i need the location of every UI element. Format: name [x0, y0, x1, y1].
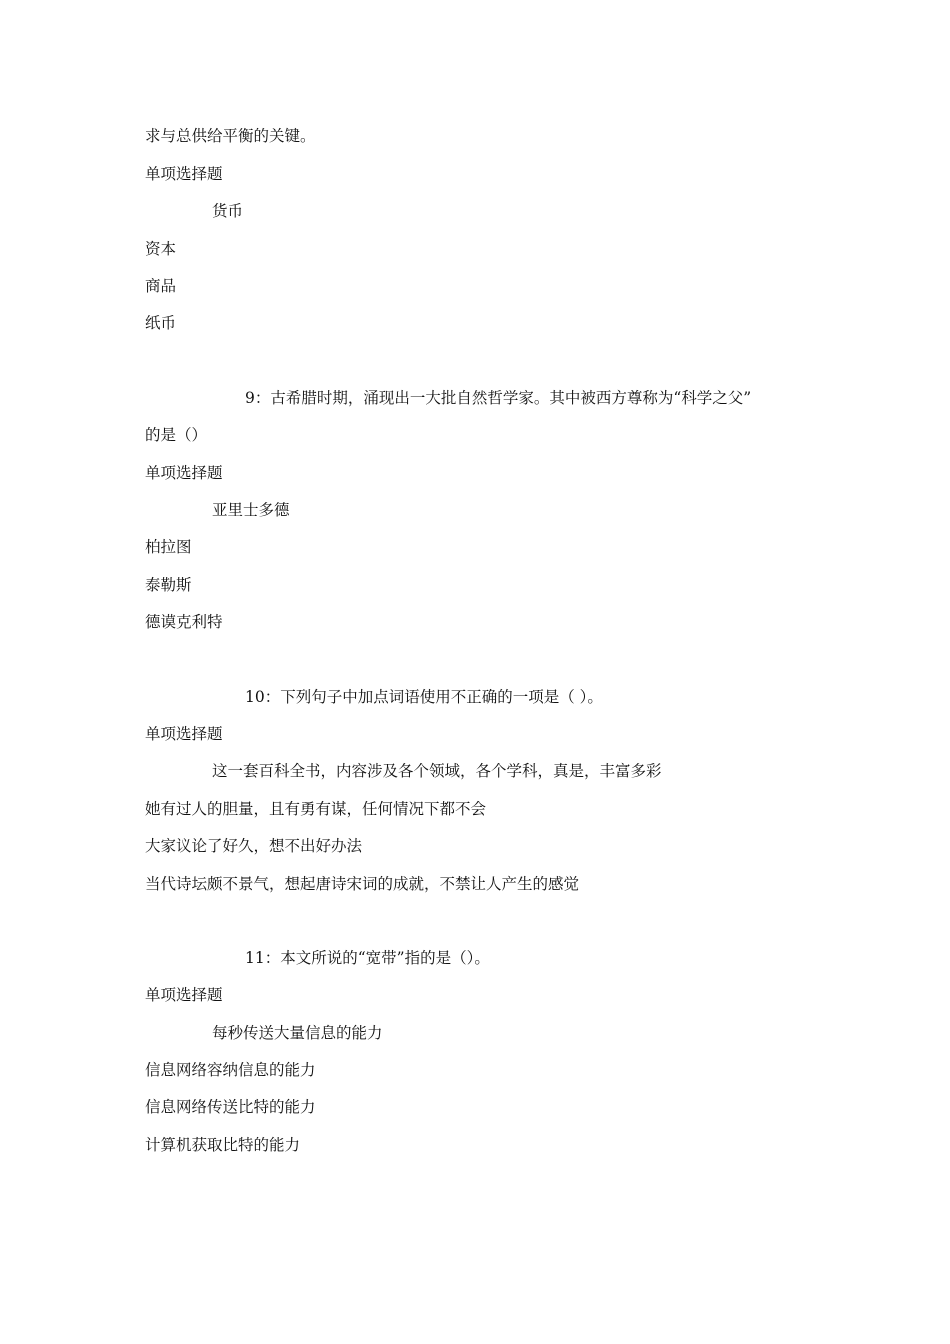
- question-type: 单项选择题: [145, 165, 223, 183]
- question-stem-continued: 的是（）: [145, 426, 208, 444]
- option-a: 每秒传送大量信息的能力: [212, 1024, 383, 1042]
- option-d: 纸币: [145, 314, 177, 332]
- option-c: 泰勒斯: [145, 576, 192, 594]
- question-stem: 9：古希腊时期，涌现出一大批自然哲学家。其中被西方尊称为“科学之父”: [245, 389, 752, 407]
- option-b: 她有过人的胆量，且有勇有谋，任何情况下都不会: [145, 800, 487, 818]
- question-type: 单项选择题: [145, 725, 223, 743]
- option-a: 亚里士多德: [212, 501, 290, 519]
- option-d: 德谟克利特: [145, 613, 223, 631]
- question-type: 单项选择题: [145, 986, 223, 1004]
- option-d: 当代诗坛颇不景气，想起唐诗宋词的成就，不禁让人产生的感觉: [145, 875, 580, 893]
- option-a: 这一套百科全书，内容涉及各个领域，各个学科，真是，丰富多彩: [212, 762, 662, 780]
- option-d: 计算机获取比特的能力: [145, 1136, 301, 1154]
- option-c: 商品: [145, 277, 177, 295]
- option-a: 货币: [212, 202, 244, 220]
- option-b: 柏拉图: [145, 538, 192, 556]
- option-c: 大家议论了好久，想不出好办法: [145, 837, 363, 855]
- option-c: 信息网络传送比特的能力: [145, 1098, 316, 1116]
- question-type: 单项选择题: [145, 464, 223, 482]
- question-continuation: 求与总供给平衡的关键。: [145, 127, 316, 145]
- option-b: 资本: [145, 240, 177, 258]
- option-b: 信息网络容纳信息的能力: [145, 1061, 316, 1079]
- question-stem: 11：本文所说的“宽带”指的是（）。: [245, 949, 490, 967]
- question-stem: 10：下列句子中加点词语使用不正确的一项是（ ）。: [245, 688, 603, 706]
